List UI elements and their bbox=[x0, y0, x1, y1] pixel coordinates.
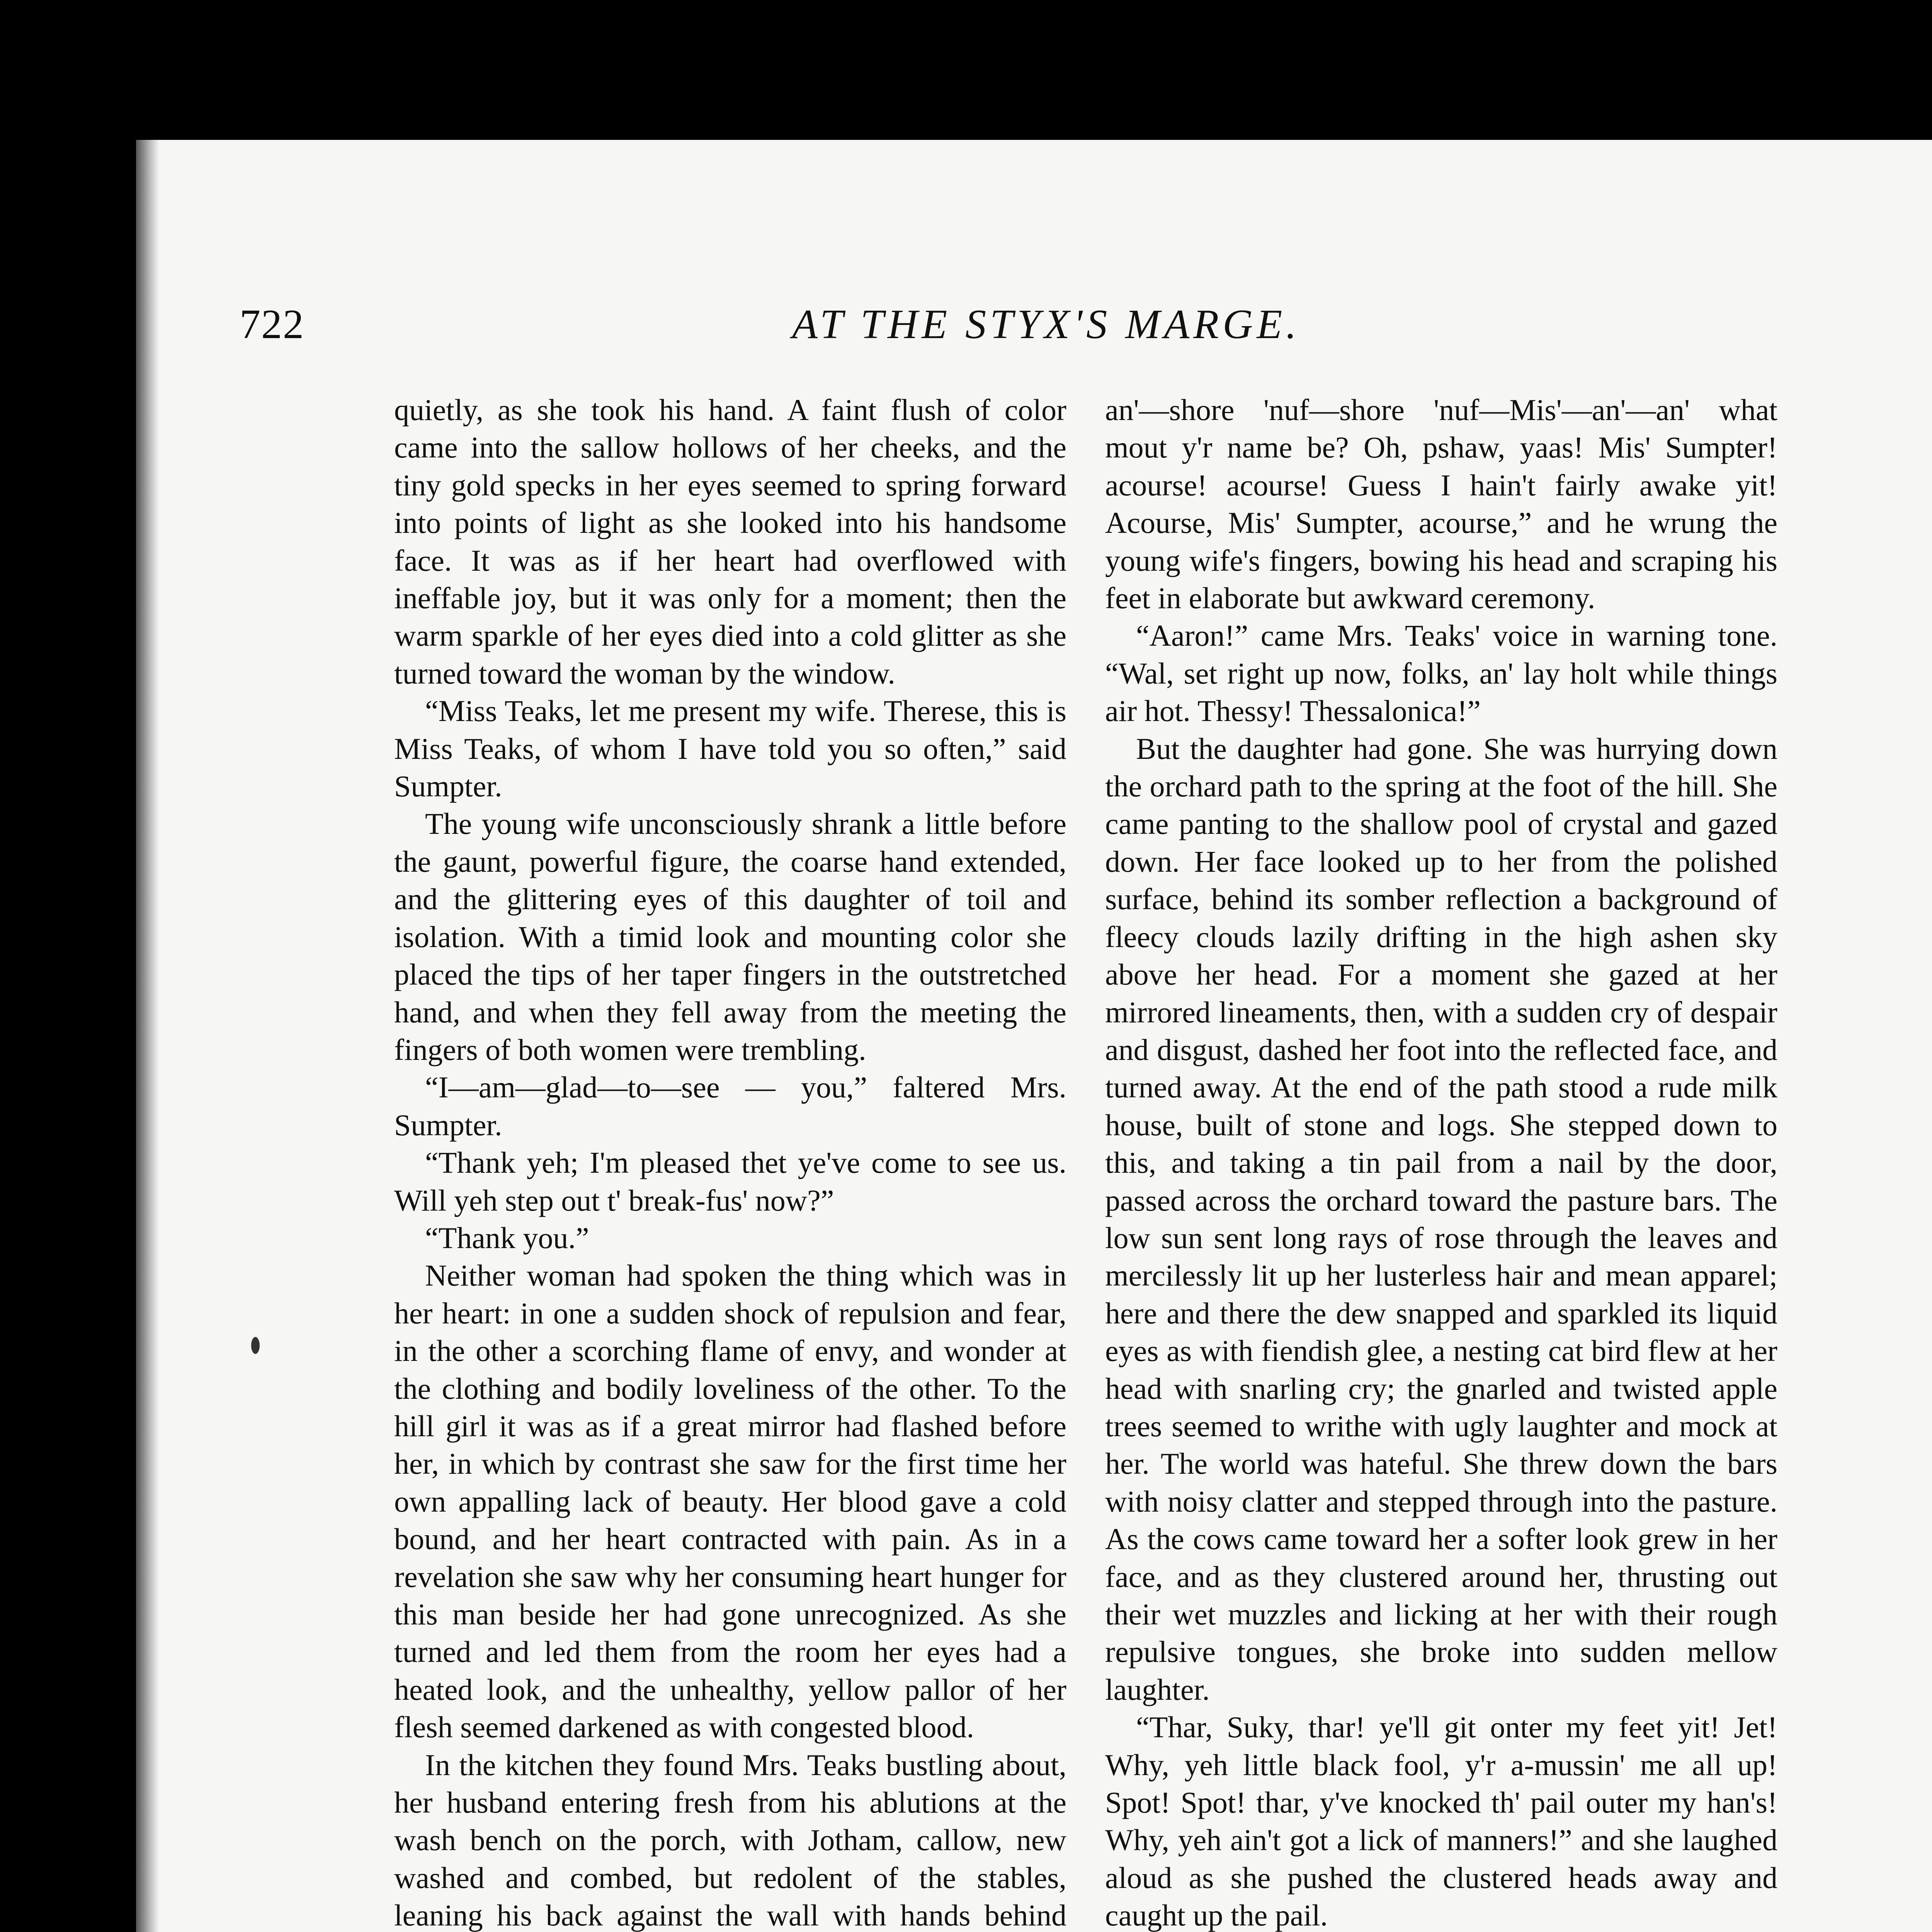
paragraph: “Miss Teaks, let me present my wife. Therese, this is Miss Teaks, of whom I have told you so often,” said Sumpter. bbox=[394, 694, 1066, 803]
paragraph: “Thar, Suky, thar! ye'll git onter my feet yit! Jet! Why, yeh little black fool, y'r a-mussin' me all up! Spot! Spot! thar, y've knocked th' pail outer my han's! Why, yeh ain't got a lick of manners!” and she laughed aloud as she pushed the clustered heads away and caught up the pail. bbox=[1105, 1710, 1777, 1932]
paragraph: “Aaron!” came Mrs. Teaks' voice in warning tone. “Wal, set right up now, folks, an' lay holt while things air hot. Thessy! Thessalonica!” bbox=[1105, 619, 1777, 728]
paragraph: But the daughter had gone. She was hurrying down the orchard path to the spring at the foot of the hill. She came panting to the shallow pool of crystal and gazed down. Her face looked up to her from the polished surface, behind its somber reflection a background of fleecy clouds lazily drifting in the high ashen sky above her head. For a moment she gazed at her mirrored lineaments, then, with a sudden cry of despair and disgust, dashed her foot into the reflected face, and turned away. At the end of the path stood a rude milk house, built of stone and logs. She stepped down to this, and taking a tin pail from a nail by the door, passed across the orchard toward the pasture bars. The low sun sent long rays of rose through the leaves and mercilessly lit up her lusterless hair and mean apparel; here and there the dew snapped and sparkled its liquid eyes as with fiendish glee, a nesting cat bird flew at her head with snarling cry; the gnarled and twisted apple trees seemed to writhe with ugly laughter and mock at her. The world was hateful. She threw down the bars with noisy clatter and stepped through into the pasture. As the cows came toward her a softer look grew in her face, and as they clustered around her, thrusting out their wet muzzles and licking at her with their rough repulsive tongues, she broke into sudden mellow laughter. bbox=[1105, 731, 1777, 1706]
page-gutter-shadow bbox=[136, 140, 159, 1932]
paragraph: “Thank yeh; I'm pleased thet ye've come to see us. Will yeh step out t' break-fus' now?” bbox=[394, 1146, 1066, 1217]
paragraph: quietly, as she took his hand. A faint flush of color came into the sallow hollows of her cheeks, and the tiny gold specks in her eyes seemed to spring forward into points of light as she looked into his handsome face. It was as if her heart had overflowed with ineffable joy, but it was only for a moment; then the warm sparkle of her eyes died into a cold glitter as she turned toward the woman by the window. bbox=[394, 393, 1066, 690]
paragraph: In the kitchen they found Mrs. Teaks bustling about, her husband entering fresh from his ablutions at the wash bench on the porch, with Jotham, callow, new washed and combed, but redolent of the stables, leaning his back against the wall with hands behind bbox=[394, 1748, 1066, 1932]
running-title: AT THE STYX'S MARGE. bbox=[792, 301, 1301, 347]
text-column-right bbox=[1105, 391, 1777, 1932]
paragraph: The young wife unconsciously shrank a little before the gaunt, powerful figure, the coarse hand extended, and the glittering eyes of this daughter of toil and isolation. With a timid look and mounting color she placed the tips of her taper fingers in the outstretched hand, and when they fell away from the meeting the fingers of both women were trembling. bbox=[394, 807, 1066, 1066]
page-number: 722 bbox=[240, 301, 304, 347]
paragraph: “Thank you.” bbox=[425, 1221, 589, 1255]
paragraph: Neither woman had spoken the thing which was in her heart: in one a sudden shock of repulsion and fear, in the other a scorching flame of envy, and wonder at the clothing and bodily loveliness of the other. To the hill girl it was as if a great mirror had flashed before her, in which by contrast she saw for the first time her own appalling lack of beauty. Her blood gave a cold bound, and her heart contracted with pain. As in a revelation she saw why her consuming heart hunger for this man beside her had gone unrecognized. As she turned and led them from the room her eyes had a heated look, and the unhealthy, yellow pallor of her flesh seemed darkened as with congested blood. bbox=[394, 1259, 1066, 1744]
scan-speck bbox=[251, 1337, 260, 1354]
paragraph: “I—am—glad—to—see — you,” faltered Mrs. Sumpter. bbox=[394, 1070, 1066, 1142]
paragraph: an'—shore 'nuf—shore 'nuf—Mis'—an'—an' what mout y'r name be? Oh, pshaw, yaas! Mis' Sumpter! acourse! acourse! Guess I hain't fairly awake yit! Acourse, Mis' Sumpter, acourse,” and he wrung the young wife's fingers, bowing his head and scraping his feet in elaborate but awkward ceremony. bbox=[1105, 393, 1777, 615]
running-head bbox=[240, 298, 1777, 359]
text-column-left bbox=[394, 391, 1066, 1932]
